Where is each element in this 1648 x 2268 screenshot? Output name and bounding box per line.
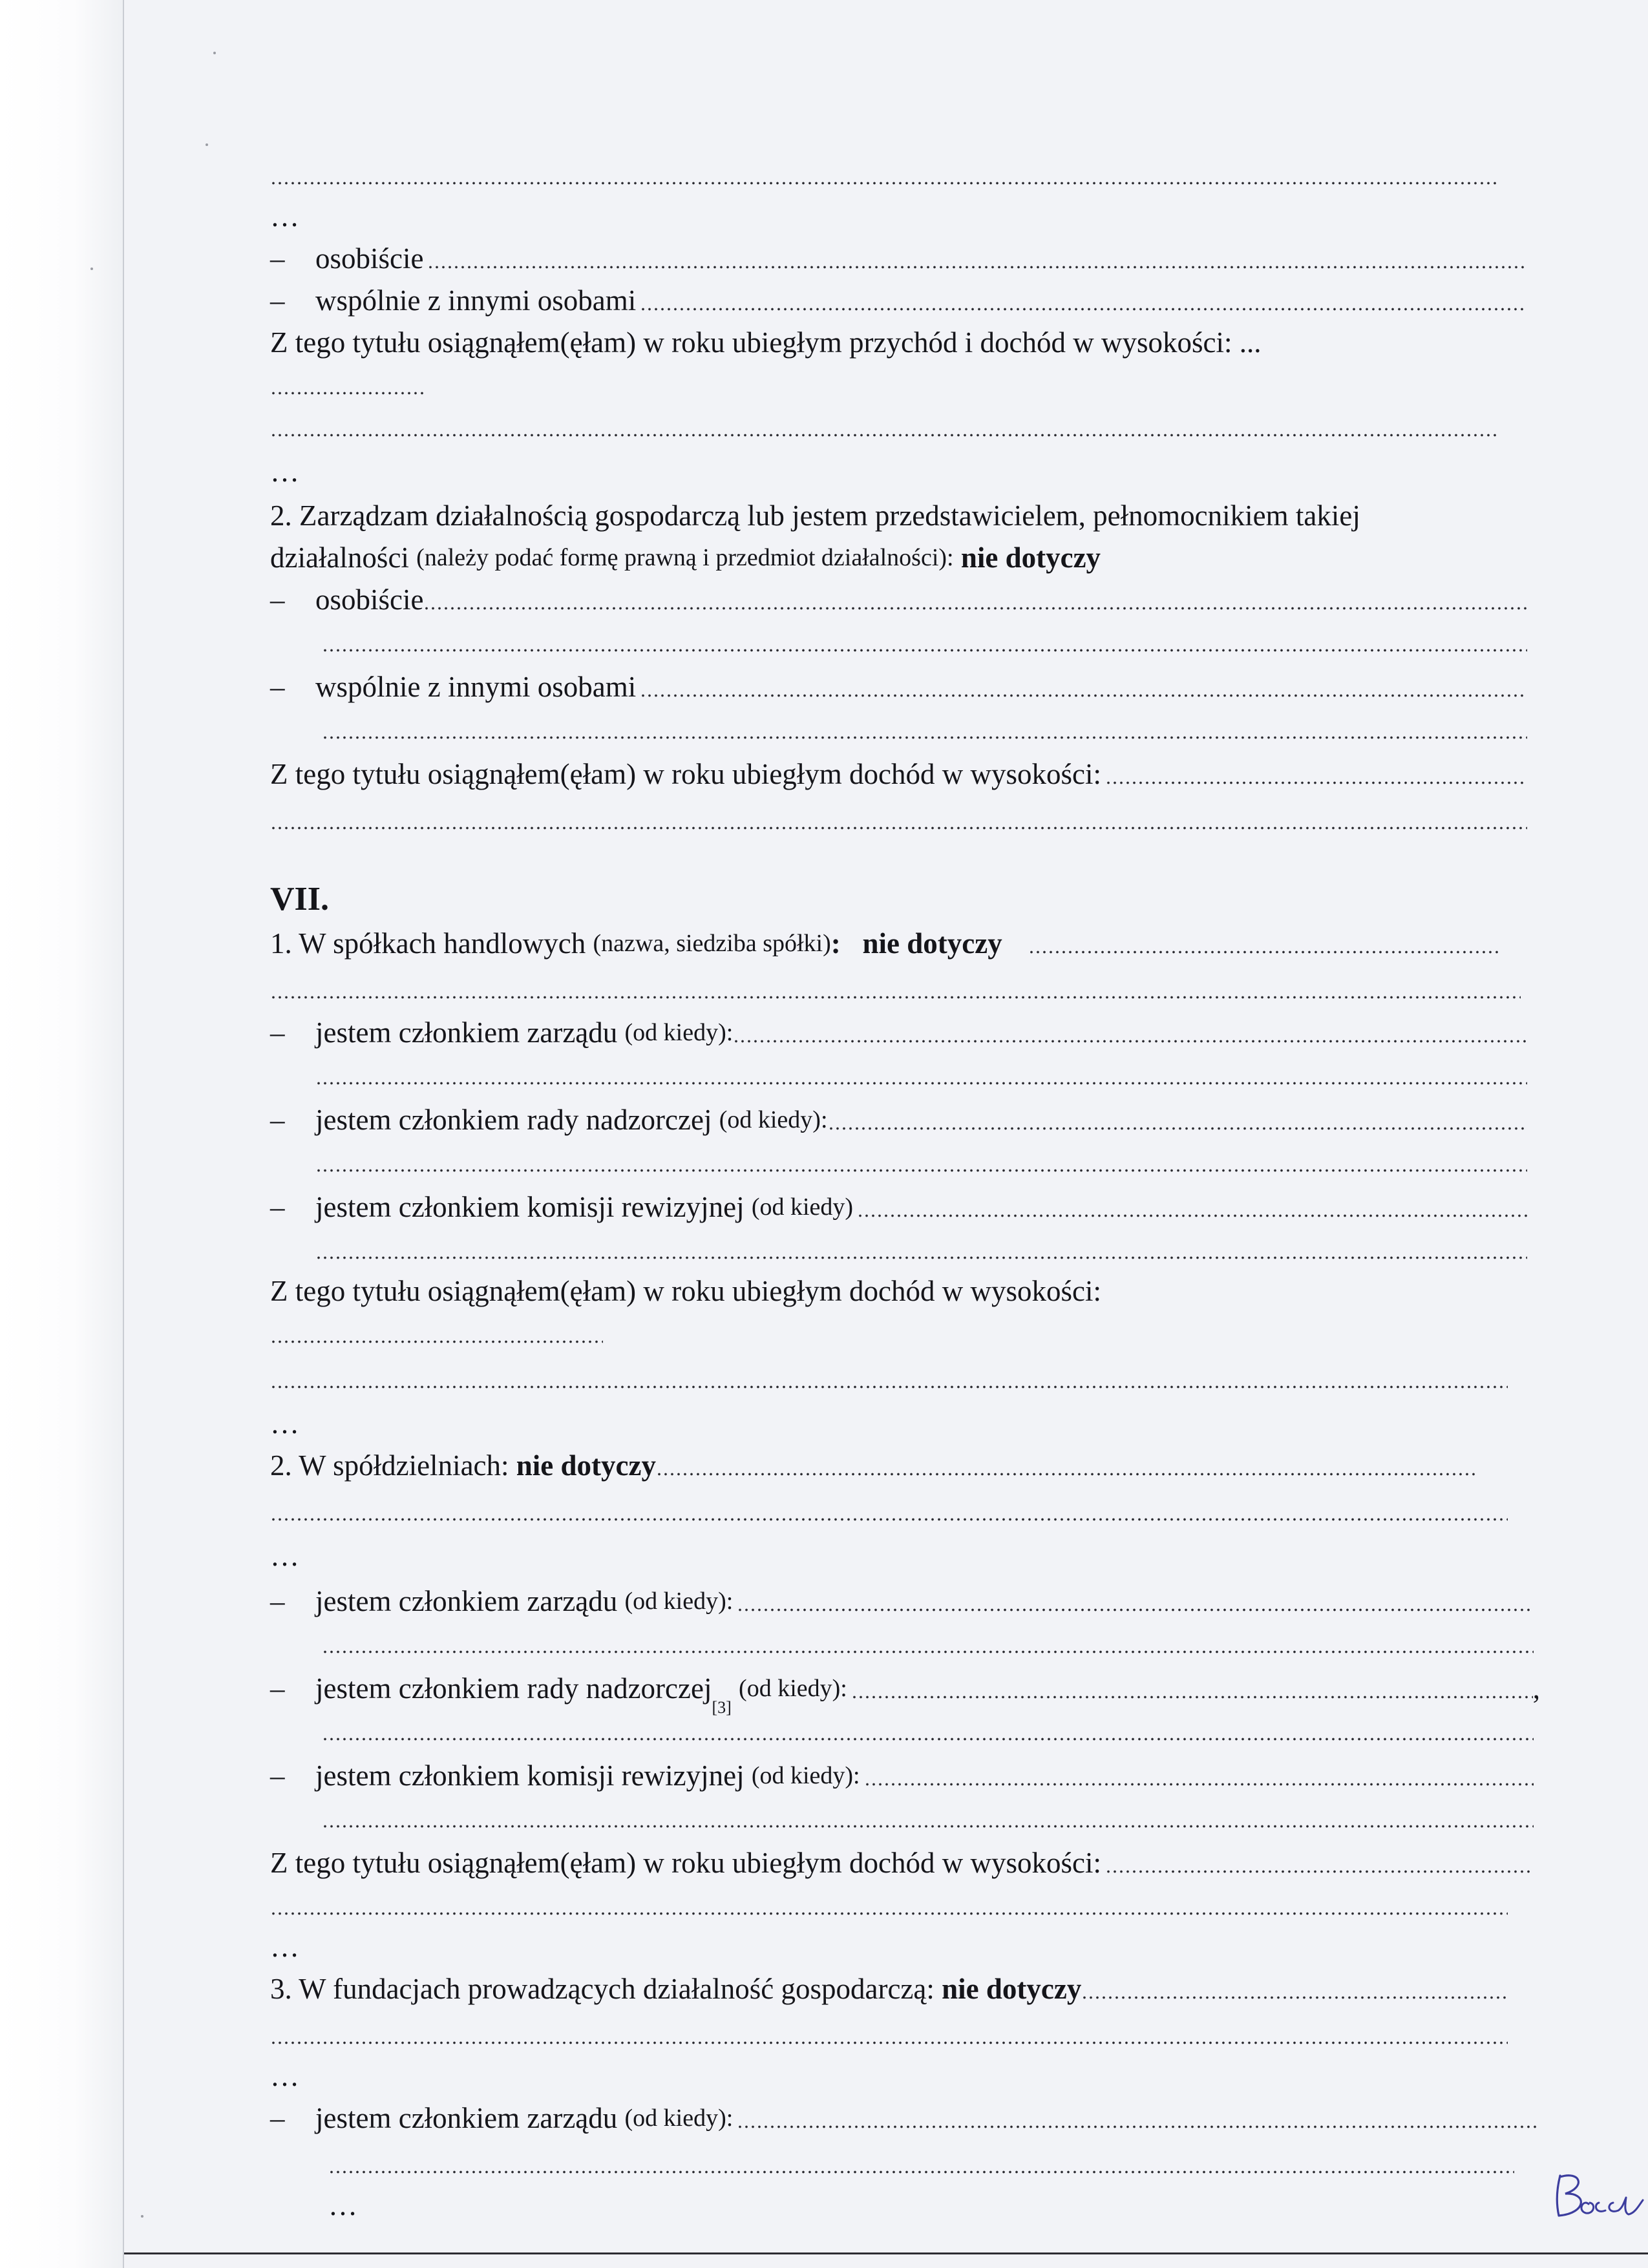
item2-line1: 2. Zarządzam działalnością gospodarczą lub jestem przedstawicielem, pełnomocnikiem takiej: [270, 499, 1360, 532]
joint-label: wspólnie z innymi osobami: [315, 671, 637, 703]
ellipsis-line: …: [270, 1931, 299, 1963]
scan-speck: [206, 143, 208, 146]
personal-label: osobiście: [315, 242, 424, 275]
vii-item2-line: 2. W spółdzielniach: nie dotyczy: [270, 1446, 1475, 1485]
dotted-line: [322, 1798, 1534, 1837]
ellipsis-line: …: [270, 2060, 299, 2092]
personal-line: – osobiście: [270, 580, 1527, 619]
board-line: – jestem członkiem zarządu (od kiedy):: [270, 2099, 1540, 2137]
item2-line2: działalności (należy podać formę prawną i przedmiot działalności): nie dotyczy: [270, 538, 1101, 577]
supervisory-line: – jestem członkiem rady nadzorczej [3] (od kiedy): ,: [270, 1672, 1540, 1717]
binder-strip: [0, 0, 123, 2268]
status-not-applicable: nie dotyczy: [942, 1973, 1082, 2005]
dotted-line: [322, 1711, 1534, 1750]
status-not-applicable: nie dotyczy: [862, 927, 1002, 960]
scan-speck: [213, 52, 216, 54]
ellipsis-line: …: [270, 456, 299, 488]
board-line: – jestem członkiem zarządu (od kiedy):: [270, 1013, 1527, 1052]
dotted-line: [328, 2144, 1514, 2183]
audit-line: – jestem członkiem komisji rewizyjnej (od kiedy): [270, 1188, 1527, 1226]
ellipsis-line: …: [270, 1407, 299, 1440]
status-not-applicable: nie dotyczy: [960, 541, 1101, 574]
ellipsis-line: …: [328, 2189, 357, 2221]
status-not-applicable: nie dotyczy: [516, 1449, 656, 1482]
scan-speck: [141, 2215, 143, 2218]
dotted-line: [270, 800, 1527, 839]
joint-line: – wspólnie z innymi osobami: [270, 281, 1524, 320]
vii-item3-line: 3. W fundacjach prowadzących działalność gospodarczą: nie dotyczy: [270, 1969, 1508, 2008]
dotted-line: [315, 1142, 1527, 1181]
dotted-line: [322, 709, 1527, 748]
dotted-line: [322, 1624, 1534, 1663]
dotted-line: [270, 969, 1521, 1008]
joint-line: – wspólnie z innymi osobami: [270, 667, 1527, 706]
joint-label: wspólnie z innymi osobami: [315, 284, 637, 317]
income-line: Z tego tytułu osiągnąłem(ęłam) w roku ubiegłym dochód w wysokości:: [270, 755, 1527, 793]
income-line: Z tego tytułu osiągnąłem(ęłam) w roku ubiegłym przychód i dochód w wysokości: ...: [270, 326, 1262, 359]
section-heading: VII.: [270, 881, 330, 918]
dotted-line: [270, 365, 425, 404]
income-line: Z tego tytułu osiągnąłem(ęłam) w roku ubiegłym dochód w wysokości:: [270, 1275, 1102, 1307]
dotted-line: [315, 1230, 1527, 1268]
dotted-line: [270, 407, 1498, 446]
supervisory-line: – jestem członkiem rady nadzorczej (od kiedy):: [270, 1100, 1527, 1139]
ellipsis-line: …: [270, 1540, 299, 1572]
board-line: – jestem członkiem zarządu (od kiedy):: [270, 1582, 1534, 1621]
handwritten-initials: [1551, 2168, 1648, 2226]
dotted-line: [322, 622, 1527, 661]
dotted-line: [270, 1885, 1508, 1924]
page-bottom-edge: [124, 2252, 1648, 2254]
dotted-line: [270, 2015, 1508, 2053]
ellipsis-line: …: [270, 200, 299, 233]
audit-line: – jestem członkiem komisji rewizyjnej (od kiedy):: [270, 1756, 1534, 1795]
dotted-line: [270, 1314, 603, 1352]
dotted-line: [270, 155, 1498, 194]
dotted-line: [270, 1359, 1508, 1398]
personal-line: – osobiście: [270, 239, 1527, 278]
personal-label: osobiście: [315, 583, 424, 616]
dotted-line: [315, 1055, 1527, 1094]
vii-item1-line: 1. W spółkach handlowych (nazwa, siedziba spółki) : nie dotyczy: [270, 924, 1498, 963]
scan-speck: [90, 268, 93, 270]
income-line: Z tego tytułu osiągnąłem(ęłam) w roku ubiegłym dochód w wysokości:: [270, 1843, 1534, 1882]
dotted-line: [270, 1491, 1508, 1530]
